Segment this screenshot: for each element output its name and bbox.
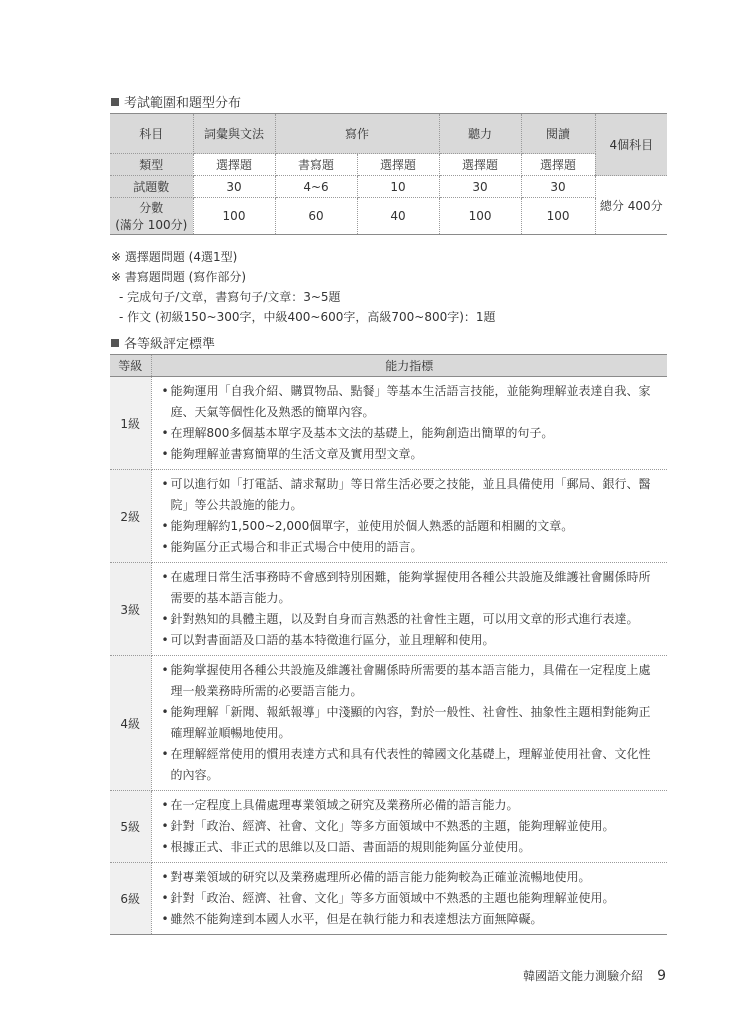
header-cell: 寫作 <box>275 114 439 154</box>
level-label: 2級 <box>110 470 151 563</box>
subjects-total-cell: 4個科目 <box>595 114 667 176</box>
bullet-icon: • <box>161 663 169 677</box>
table-cell: 書寫題 <box>275 154 357 176</box>
header-cell: 聽力 <box>439 114 521 154</box>
ability-item <box>162 567 660 609</box>
ability-item <box>162 795 660 816</box>
ability-list <box>151 563 667 656</box>
ability-list <box>151 470 667 563</box>
ability-list <box>151 656 667 791</box>
score-row <box>110 198 667 235</box>
table-header-row <box>110 114 667 154</box>
note-line: ※ 選擇題問題 (4選1型) <box>111 250 238 264</box>
ability-text: 能夠理解「新聞、報紙報導」中淺顯的內容，對於一般性、社會性、抽象性主題相對能夠正確理解並順暢地使用。 <box>170 705 651 740</box>
ability-item <box>162 744 660 786</box>
ability-item <box>162 474 660 516</box>
ability-text: 在一定程度上具備處理專業領域之研究及業務所必備的語言能力。 <box>170 798 519 812</box>
section-title: 考試範圍和題型分布 <box>124 96 242 111</box>
level-row <box>110 656 667 791</box>
ability-text: 針對熟知的具體主題，以及對自身而言熟悉的社會性主題，可以用文章的形式進行表達。 <box>170 612 639 626</box>
section-heading-level-criteria <box>111 333 215 352</box>
table-cell: 選擇題 <box>193 154 275 176</box>
table-cell: 30 <box>521 176 595 198</box>
ability-item <box>162 516 660 537</box>
table-cell: 選擇題 <box>521 154 595 176</box>
level-label: 3級 <box>110 563 151 656</box>
table-cell: 60 <box>275 198 357 235</box>
header-cell: 等級 <box>110 355 151 377</box>
note-line: ※ 書寫題問題 (寫作部分) <box>111 270 247 284</box>
bullet-icon: • <box>161 570 169 584</box>
page-number: 9 <box>657 968 666 984</box>
level-row <box>110 563 667 656</box>
ability-list <box>151 791 667 863</box>
ability-item <box>162 444 660 465</box>
ability-list <box>151 377 667 470</box>
row-label: 試題數 <box>110 176 193 198</box>
bullet-icon: • <box>161 870 169 884</box>
row-label-line: 分數 <box>139 201 164 215</box>
ability-text: 能夠運用「自我介紹、購買物品、點餐」等基本生活語言技能，並能夠理解並表達自我、家庭、天氣等個性化及熟悉的簡單內容。 <box>170 384 651 419</box>
level-row <box>110 377 667 470</box>
header-cell: 科目 <box>110 114 193 154</box>
bullet-icon: • <box>161 633 169 647</box>
bullet-icon: • <box>161 840 169 854</box>
ability-text: 能夠理解約1,500~2,000個單字，並使用於個人熟悉的話題和相關的文章。 <box>170 519 574 533</box>
level-row <box>110 863 667 935</box>
table-cell: 100 <box>521 198 595 235</box>
ability-text: 針對「政治、經濟、社會、文化」等多方面領域中不熟悉的主題也能夠理解並使用。 <box>170 891 615 905</box>
ability-text: 在理解800多個基本單字及基本文法的基礎上，能夠創造出簡單的句子。 <box>170 426 554 440</box>
ability-text: 針對「政治、經濟、社會、文化」等多方面領域中不熟悉的主題，能夠理解並使用。 <box>170 819 615 833</box>
ability-item <box>162 381 660 423</box>
ability-item <box>162 837 660 858</box>
footer-title: 韓國語文能力測驗介紹 <box>523 969 644 983</box>
ability-item <box>162 816 660 837</box>
bullet-icon: • <box>161 798 169 812</box>
bullet-icon: • <box>161 447 169 461</box>
total-score-cell: 總分 400分 <box>595 176 667 235</box>
type-row <box>110 154 667 176</box>
table-cell: 4~6 <box>275 176 357 198</box>
header-cell: 能力指標 <box>151 355 667 377</box>
notes-block <box>111 247 496 327</box>
bullet-icon: • <box>161 612 169 626</box>
ability-item <box>162 702 660 744</box>
ability-text: 在理解經常使用的慣用表達方式和具有代表性的韓國文化基礎上，理解並使用社會、文化性的內容。 <box>170 747 651 782</box>
ability-item <box>162 888 660 909</box>
level-label: 1級 <box>110 377 151 470</box>
bullet-icon: • <box>161 477 169 491</box>
level-label: 6級 <box>110 863 151 935</box>
level-label: 5級 <box>110 791 151 863</box>
bullet-icon: • <box>161 426 169 440</box>
ability-text: 根據正式、非正式的思維以及口語、書面語的規則能夠區分並使用。 <box>170 840 531 854</box>
row-label <box>110 198 193 235</box>
row-label-line: (滿分 100分) <box>115 218 188 232</box>
ability-text: 對專業領域的研究以及業務處理所必備的語言能力能夠較為正確並流暢地使用。 <box>170 870 591 884</box>
count-row <box>110 176 667 198</box>
ability-item <box>162 537 660 558</box>
header-cell: 閱讀 <box>521 114 595 154</box>
ability-text: 可以對書面語及口語的基本特徵進行區分，並且理解和使用。 <box>170 633 495 647</box>
exam-distribution-table <box>110 113 667 235</box>
bullet-icon: • <box>161 519 169 533</box>
ability-list <box>151 863 667 935</box>
ability-item <box>162 423 660 444</box>
row-label: 類型 <box>110 154 193 176</box>
table-cell: 100 <box>439 198 521 235</box>
table-cell: 30 <box>439 176 521 198</box>
ability-item <box>162 867 660 888</box>
table-cell: 選擇題 <box>439 154 521 176</box>
level-criteria-table <box>110 354 667 935</box>
ability-text: 能夠掌握使用各種公共設施及維護社會關係時所需要的基本語言能力，具備在一定程度上處理一般業務時所需的必要語言能力。 <box>170 663 651 698</box>
table-cell: 40 <box>357 198 439 235</box>
bullet-icon: • <box>161 384 169 398</box>
header-cell: 詞彙與文法 <box>193 114 275 154</box>
ability-text: 可以進行如「打電話、請求幫助」等日常生活必要之技能，並且具備使用「郵局、銀行、醫院」等公共設施的能力。 <box>170 477 651 512</box>
bullet-icon: • <box>161 891 169 905</box>
ability-text: 在處理日常生活事務時不會感到特別困難，能夠掌握使用各種公共設施及維護社會關係時所需要的基本語言能力。 <box>170 570 651 605</box>
table-cell: 30 <box>193 176 275 198</box>
bullet-icon: • <box>161 912 169 926</box>
ability-text: 能夠區分正式場合和非正式場合中使用的語言。 <box>170 540 423 554</box>
bullet-icon: • <box>161 705 169 719</box>
bullet-icon: • <box>161 540 169 554</box>
note-line: - 作文 (初級150~300字，中級400~600字，高級700~800字)：1題 <box>119 310 496 324</box>
bullet-icon: • <box>161 747 169 761</box>
bullet-icon: • <box>161 819 169 833</box>
table-header-row <box>110 355 667 377</box>
level-row <box>110 470 667 563</box>
ability-item <box>162 660 660 702</box>
square-bullet-icon <box>111 339 119 347</box>
table-cell: 選擇題 <box>357 154 439 176</box>
ability-item <box>162 609 660 630</box>
level-row <box>110 791 667 863</box>
note-line: - 完成句子/文章，書寫句子/文章：3~5題 <box>119 290 341 304</box>
section-title: 各等級評定標準 <box>124 337 216 352</box>
square-bullet-icon <box>111 98 119 106</box>
table-cell: 10 <box>357 176 439 198</box>
ability-item <box>162 630 660 651</box>
level-label: 4級 <box>110 656 151 791</box>
ability-item <box>162 909 660 930</box>
table-cell: 100 <box>193 198 275 235</box>
ability-text: 能夠理解並書寫簡單的生活文章及實用型文章。 <box>170 447 423 461</box>
ability-text: 雖然不能夠達到本國人水平，但是在執行能力和表達想法方面無障礙。 <box>170 912 543 926</box>
section-heading-exam-scope <box>111 92 241 111</box>
page-footer <box>523 967 666 984</box>
